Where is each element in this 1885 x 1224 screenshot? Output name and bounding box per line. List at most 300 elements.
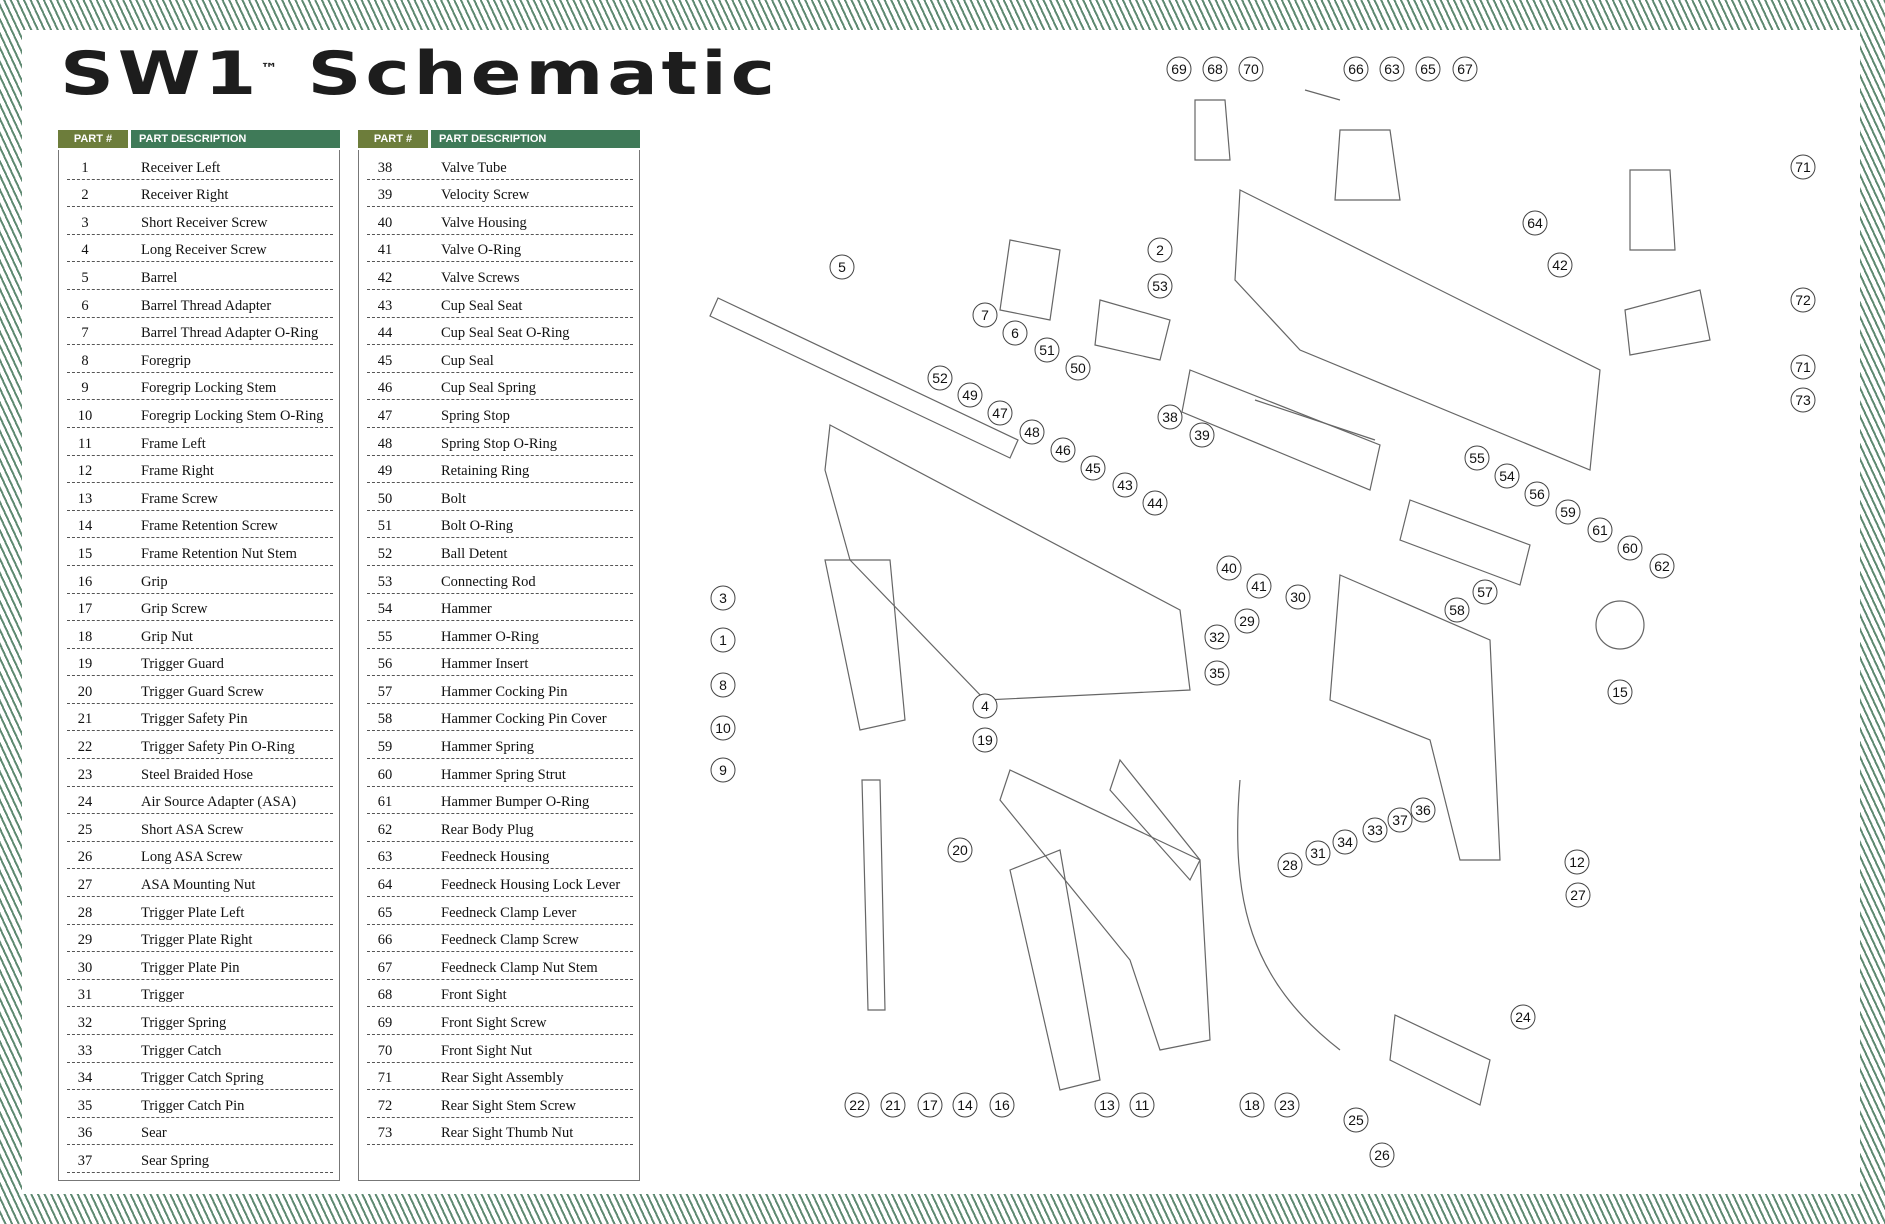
callout-number: 30: [1290, 589, 1306, 605]
part-number: 42: [377, 269, 393, 286]
part-number: 63: [377, 849, 393, 866]
callout-label: [953, 1093, 977, 1117]
part-description: Trigger Catch: [141, 1042, 222, 1059]
callout-number: 10: [715, 720, 731, 736]
callout-label: [845, 1093, 869, 1117]
callout-number: 46: [1055, 442, 1071, 458]
part-number: 53: [377, 573, 393, 590]
part-description: Rear Sight Assembly: [441, 1070, 564, 1087]
part-description: Cup Seal Spring: [441, 380, 537, 397]
part-number: 36: [77, 1125, 93, 1142]
part-description: Short Receiver Screw: [141, 214, 268, 231]
part-description: Valve Tube: [441, 159, 507, 176]
callout-number: 19: [977, 732, 993, 748]
callout-label: [1791, 155, 1815, 179]
callout-label: [1445, 598, 1469, 622]
callout-number: 12: [1569, 854, 1585, 870]
callout-number: 8: [719, 677, 727, 693]
callout-label: [881, 1093, 905, 1117]
callout-number: 2: [1156, 242, 1164, 258]
part-number: 52: [377, 545, 393, 562]
callout-number: 42: [1552, 257, 1568, 273]
part-drawings: [710, 90, 1710, 1105]
callout-number: 71: [1795, 359, 1811, 375]
part-number: 21: [77, 711, 93, 728]
rear-sight-base-drawing: [1625, 290, 1710, 355]
callout-number: 3: [719, 590, 727, 606]
part-number: 20: [77, 683, 93, 700]
callout-label: [1416, 57, 1440, 81]
part-number: 33: [77, 1042, 93, 1059]
part-description: Trigger Plate Right: [141, 932, 253, 949]
callout-number: 59: [1560, 504, 1576, 520]
part-number: 28: [77, 904, 93, 921]
part-number: 31: [77, 987, 93, 1004]
callout-label: [1333, 830, 1357, 854]
callout-number: 25: [1348, 1112, 1364, 1128]
callout-label: [1495, 464, 1519, 488]
foregrip-drawing: [825, 560, 905, 730]
callout-label: [1344, 57, 1368, 81]
part-description: Connecting Rod: [441, 573, 536, 590]
part-description: Valve O-Ring: [441, 242, 522, 259]
callout-number: 60: [1622, 540, 1638, 556]
col-header-part-description: PART DESCRIPTION: [131, 130, 340, 148]
callout-number: 9: [719, 762, 727, 778]
callout-number: 15: [1612, 684, 1628, 700]
callout-label: [1205, 661, 1229, 685]
part-description: Grip Nut: [141, 628, 193, 645]
callout-label: [988, 401, 1012, 425]
part-number: 67: [377, 959, 393, 976]
callout-number: 41: [1251, 578, 1267, 594]
callout-label: [1566, 883, 1590, 907]
part-number: 7: [81, 325, 89, 342]
part-description: Hammer O-Ring: [441, 628, 539, 645]
callout-label: [1618, 536, 1642, 560]
feedneck-screw-drawing: [1305, 90, 1340, 100]
callout-label: [711, 586, 735, 610]
part-description: ASA Mounting Nut: [141, 877, 256, 894]
part-description: Ball Detent: [441, 545, 508, 562]
callout-label: [928, 366, 952, 390]
callout-label: [1148, 238, 1172, 262]
part-description: Frame Screw: [141, 490, 218, 507]
part-number: 34: [77, 1070, 93, 1087]
part-number: 68: [377, 987, 393, 1004]
callout-number: 36: [1415, 802, 1431, 818]
callout-number: 61: [1592, 522, 1608, 538]
callout-number: 65: [1420, 61, 1436, 77]
part-number: 9: [81, 380, 89, 397]
part-number: 45: [377, 352, 393, 369]
callout-label: [958, 383, 982, 407]
part-number: 66: [377, 932, 393, 949]
callout-number: 38: [1162, 409, 1178, 425]
part-number: 44: [377, 325, 393, 342]
receiver-right-drawing: [1235, 190, 1600, 470]
part-description: Hammer Bumper O-Ring: [441, 794, 590, 811]
part-description: Foregrip: [141, 352, 191, 369]
part-description: Hammer Spring: [441, 739, 535, 756]
title-model: SW1: [60, 39, 261, 109]
callout-label: [1608, 680, 1632, 704]
frame-left-drawing: [1000, 770, 1210, 1050]
callout-number: 72: [1795, 292, 1811, 308]
part-number: 58: [377, 711, 393, 728]
part-number: 47: [377, 407, 393, 424]
part-number: 40: [377, 214, 393, 231]
part-number: 60: [377, 766, 393, 783]
callout-label: [1363, 818, 1387, 842]
callout-number: 32: [1209, 629, 1225, 645]
callout-label: [1003, 321, 1027, 345]
col-header-part-number: PART #: [58, 130, 128, 148]
part-number: 14: [77, 518, 93, 535]
callout-label: [1113, 473, 1137, 497]
receiver-left-drawing: [825, 425, 1190, 700]
callout-number: 26: [1374, 1147, 1390, 1163]
callout-label: [948, 838, 972, 862]
callout-number: 73: [1795, 392, 1811, 408]
callout-label: [1548, 253, 1572, 277]
part-description: Spring Stop: [441, 407, 510, 424]
callout-label: [1380, 57, 1404, 81]
part-number: 19: [77, 656, 93, 673]
col-header-part-number: PART #: [358, 130, 428, 148]
callout-label: [1650, 554, 1674, 578]
part-description: Rear Body Plug: [441, 821, 534, 838]
part-number: 64: [377, 877, 393, 894]
part-description: Trigger Plate Left: [141, 904, 245, 921]
callout-number: 37: [1392, 812, 1408, 828]
part-description: Receiver Left: [141, 159, 221, 176]
title-word: Schematic: [307, 39, 779, 109]
part-description: Frame Right: [141, 463, 214, 480]
callout-number: 16: [994, 1097, 1010, 1113]
callout-number: 43: [1117, 477, 1133, 493]
callout-number: 13: [1099, 1097, 1115, 1113]
callout-number: 20: [952, 842, 968, 858]
callout-number: 33: [1367, 822, 1383, 838]
callout-number: 14: [957, 1097, 973, 1113]
callout-number: 68: [1207, 61, 1223, 77]
part-description: Valve Housing: [441, 214, 527, 231]
part-number: 16: [77, 573, 93, 590]
part-description: Rear Sight Stem Screw: [441, 1097, 576, 1114]
part-number: 22: [77, 739, 93, 756]
part-number: 37: [77, 1152, 93, 1169]
callout-number: 48: [1024, 424, 1040, 440]
callout-number: 71: [1795, 159, 1811, 175]
part-number: 29: [77, 932, 93, 949]
callout-label: [1791, 288, 1815, 312]
callout-label: [1240, 1093, 1264, 1117]
connecting-rod-drawing: [1255, 400, 1375, 440]
part-number: 55: [377, 628, 393, 645]
part-description: Spring Stop O-Ring: [441, 435, 558, 452]
callout-number: 22: [849, 1097, 865, 1113]
part-description: Receiver Right: [141, 187, 229, 204]
callout-number: 58: [1449, 602, 1465, 618]
part-description: Grip: [141, 573, 168, 590]
callout-label: [1035, 338, 1059, 362]
callout-label: [1588, 518, 1612, 542]
part-number: 65: [377, 904, 393, 921]
callout-label: [1158, 405, 1182, 429]
rear-plug-drawing: [1596, 601, 1644, 649]
part-description: Feedneck Clamp Nut Stem: [441, 959, 598, 976]
callout-number: 63: [1384, 61, 1400, 77]
part-number: 70: [377, 1042, 393, 1059]
callout-label: [711, 628, 735, 652]
callout-label: [830, 255, 854, 279]
part-number: 18: [77, 628, 93, 645]
callout-number: 27: [1570, 887, 1586, 903]
part-description: Long ASA Screw: [141, 849, 243, 866]
callout-number: 40: [1221, 560, 1237, 576]
part-number: 6: [81, 297, 89, 314]
callout-number: 11: [1134, 1097, 1150, 1113]
part-number: 50: [377, 490, 393, 507]
part-description: Trigger Safety Pin: [141, 711, 248, 728]
asa-drawing: [1390, 1015, 1490, 1105]
callout-label: [1565, 850, 1589, 874]
part-description: Feedneck Housing Lock Lever: [441, 877, 621, 894]
part-number: 27: [77, 877, 93, 894]
part-number: 56: [377, 656, 393, 673]
callout-number: 31: [1310, 845, 1326, 861]
part-description: Cup Seal Seat O-Ring: [441, 325, 570, 342]
callout-label: [1411, 798, 1435, 822]
callout-number: 35: [1209, 665, 1225, 681]
callout-number: 24: [1515, 1009, 1531, 1025]
part-number: 35: [77, 1097, 93, 1114]
part-number: 46: [377, 380, 393, 397]
part-description: Retaining Ring: [441, 463, 530, 480]
callout-number: 67: [1457, 61, 1473, 77]
part-number: 30: [77, 959, 93, 976]
callout-label: [1217, 556, 1241, 580]
part-number: 12: [77, 463, 93, 480]
part-description: Hammer Spring Strut: [441, 766, 566, 783]
rear-sight-drawing: [1630, 170, 1675, 250]
part-description: Sear Spring: [141, 1152, 210, 1169]
part-description: Trigger Guard: [141, 656, 224, 673]
part-description: Front Sight: [441, 987, 507, 1004]
callout-number: 55: [1469, 450, 1485, 466]
callout-number: 29: [1239, 613, 1255, 629]
callout-number: 21: [885, 1097, 901, 1113]
callout-number: 64: [1527, 215, 1543, 231]
callout-number: 70: [1243, 61, 1259, 77]
callout-label: [973, 728, 997, 752]
part-number: 39: [377, 187, 393, 204]
part-number: 25: [77, 821, 93, 838]
callout-labels: [711, 57, 1815, 1167]
part-description: Foregrip Locking Stem O-Ring: [141, 407, 324, 424]
callout-number: 28: [1282, 857, 1298, 873]
callout-label: [918, 1093, 942, 1117]
callout-number: 34: [1337, 834, 1353, 850]
callout-label: [1344, 1108, 1368, 1132]
callout-label: [1190, 423, 1214, 447]
col-header-part-description: PART DESCRIPTION: [431, 130, 640, 148]
trademark-mark: ™: [260, 61, 278, 77]
feedneck-drawing: [1335, 130, 1400, 200]
callout-number: 44: [1147, 495, 1163, 511]
part-description: Feedneck Housing: [441, 849, 550, 866]
callout-number: 69: [1171, 61, 1187, 77]
callout-number: 62: [1654, 558, 1670, 574]
hammer-drawing: [1400, 500, 1530, 585]
callout-number: 56: [1529, 486, 1545, 502]
part-number: 1: [81, 159, 89, 176]
part-description: Bolt O-Ring: [441, 518, 514, 535]
part-number: 10: [77, 407, 93, 424]
callout-label: [1388, 808, 1412, 832]
callout-label: [1791, 388, 1815, 412]
callout-number: 7: [981, 307, 989, 323]
part-number: 24: [77, 794, 93, 811]
callout-label: [1465, 446, 1489, 470]
callout-label: [1453, 57, 1477, 81]
callout-label: [1556, 500, 1580, 524]
callout-number: 6: [1011, 325, 1019, 341]
trigger-guard-drawing: [1110, 760, 1200, 880]
callout-label: [711, 758, 735, 782]
part-number: 71: [377, 1070, 393, 1087]
part-number: 73: [377, 1125, 393, 1142]
part-description: Cup Seal: [441, 352, 494, 369]
part-description: Cup Seal Seat: [441, 297, 523, 314]
callout-number: 49: [962, 387, 978, 403]
callout-number: 39: [1194, 427, 1210, 443]
callout-label: [973, 694, 997, 718]
bolt-drawing: [1095, 300, 1170, 360]
part-number: 38: [377, 159, 393, 176]
callout-label: [1205, 625, 1229, 649]
part-number: 62: [377, 821, 393, 838]
barrel-drawing: [710, 298, 1018, 458]
part-number: 5: [81, 269, 89, 286]
part-description: Trigger Plate Pin: [141, 959, 240, 976]
callout-label: [1525, 482, 1549, 506]
part-number: 48: [377, 435, 393, 452]
part-description: Feedneck Clamp Lever: [441, 904, 577, 921]
callout-label: [1286, 585, 1310, 609]
part-number: 59: [377, 739, 393, 756]
callout-number: 52: [932, 370, 948, 386]
part-number: 69: [377, 1015, 393, 1031]
callout-label: [990, 1093, 1014, 1117]
part-description: Trigger Spring: [141, 1015, 227, 1031]
callout-number: 66: [1348, 61, 1364, 77]
callout-label: [1167, 57, 1191, 81]
part-description: Hammer Cocking Pin: [441, 683, 568, 700]
hose-drawing: [1238, 780, 1340, 1050]
part-description: Sear: [141, 1125, 167, 1142]
part-description: Feedneck Clamp Screw: [441, 932, 579, 949]
callout-label: [1791, 355, 1815, 379]
part-number: 49: [377, 463, 393, 480]
part-description: Barrel Thread Adapter: [141, 297, 272, 314]
callout-label: [1148, 274, 1172, 298]
callout-label: [1473, 580, 1497, 604]
callout-label: [1278, 853, 1302, 877]
callout-label: [1235, 609, 1259, 633]
callout-number: 4: [981, 698, 989, 714]
part-description: Foregrip Locking Stem: [141, 380, 277, 397]
callout-number: 51: [1039, 342, 1055, 358]
part-number: 51: [377, 518, 393, 535]
foregrip-stem-drawing: [862, 780, 885, 1010]
part-number: 72: [377, 1097, 393, 1114]
part-description: Front Sight Nut: [441, 1042, 533, 1059]
part-description: Trigger Guard Screw: [141, 683, 264, 700]
part-number: 11: [78, 435, 92, 452]
part-number: 4: [81, 242, 89, 259]
part-description: Velocity Screw: [441, 187, 530, 204]
part-description: Trigger Catch Pin: [141, 1097, 245, 1114]
callout-number: 47: [992, 405, 1008, 421]
part-description: Hammer: [441, 601, 492, 618]
callout-label: [1239, 57, 1263, 81]
part-description: Short ASA Screw: [141, 821, 244, 838]
callout-number: 54: [1499, 468, 1515, 484]
part-description: Rear Sight Thumb Nut: [441, 1125, 574, 1142]
part-description: Hammer Cocking Pin Cover: [441, 711, 607, 728]
callout-label: [711, 716, 735, 740]
callout-label: [1095, 1093, 1119, 1117]
part-number: 41: [377, 242, 393, 259]
grip-drawing: [1010, 850, 1100, 1090]
part-number: 26: [77, 849, 93, 866]
callout-number: 57: [1477, 584, 1493, 600]
part-description: Valve Screws: [441, 269, 520, 286]
bolt-adapter-drawing: [1000, 240, 1060, 320]
part-description: Air Source Adapter (ASA): [141, 794, 297, 811]
callout-number: 45: [1085, 460, 1101, 476]
part-description: Barrel Thread Adapter O-Ring: [141, 325, 319, 342]
part-description: Frame Left: [141, 435, 206, 452]
callout-number: 5: [838, 259, 846, 275]
callout-label: [1203, 57, 1227, 81]
callout-label: [1051, 438, 1075, 462]
callout-label: [1523, 211, 1547, 235]
callout-label: [1247, 574, 1271, 598]
callout-number: 50: [1070, 360, 1086, 376]
part-number: 13: [77, 490, 93, 507]
callout-number: 18: [1244, 1097, 1260, 1113]
callout-number: 1: [719, 632, 727, 648]
part-number: 54: [377, 601, 393, 618]
part-description: Trigger Catch Spring: [141, 1070, 264, 1087]
part-number: 61: [377, 794, 393, 811]
callout-label: [1066, 356, 1090, 380]
callout-label: [711, 673, 735, 697]
part-description: Trigger: [141, 987, 184, 1004]
callout-label: [1143, 491, 1167, 515]
part-description: Frame Retention Nut Stem: [141, 545, 297, 562]
part-description: Barrel: [141, 269, 178, 286]
part-number: 32: [77, 1015, 93, 1031]
callout-label: [1130, 1093, 1154, 1117]
part-number: 3: [81, 214, 89, 231]
part-description: Grip Screw: [141, 601, 208, 618]
callout-label: [1370, 1143, 1394, 1167]
callout-label: [1511, 1005, 1535, 1029]
